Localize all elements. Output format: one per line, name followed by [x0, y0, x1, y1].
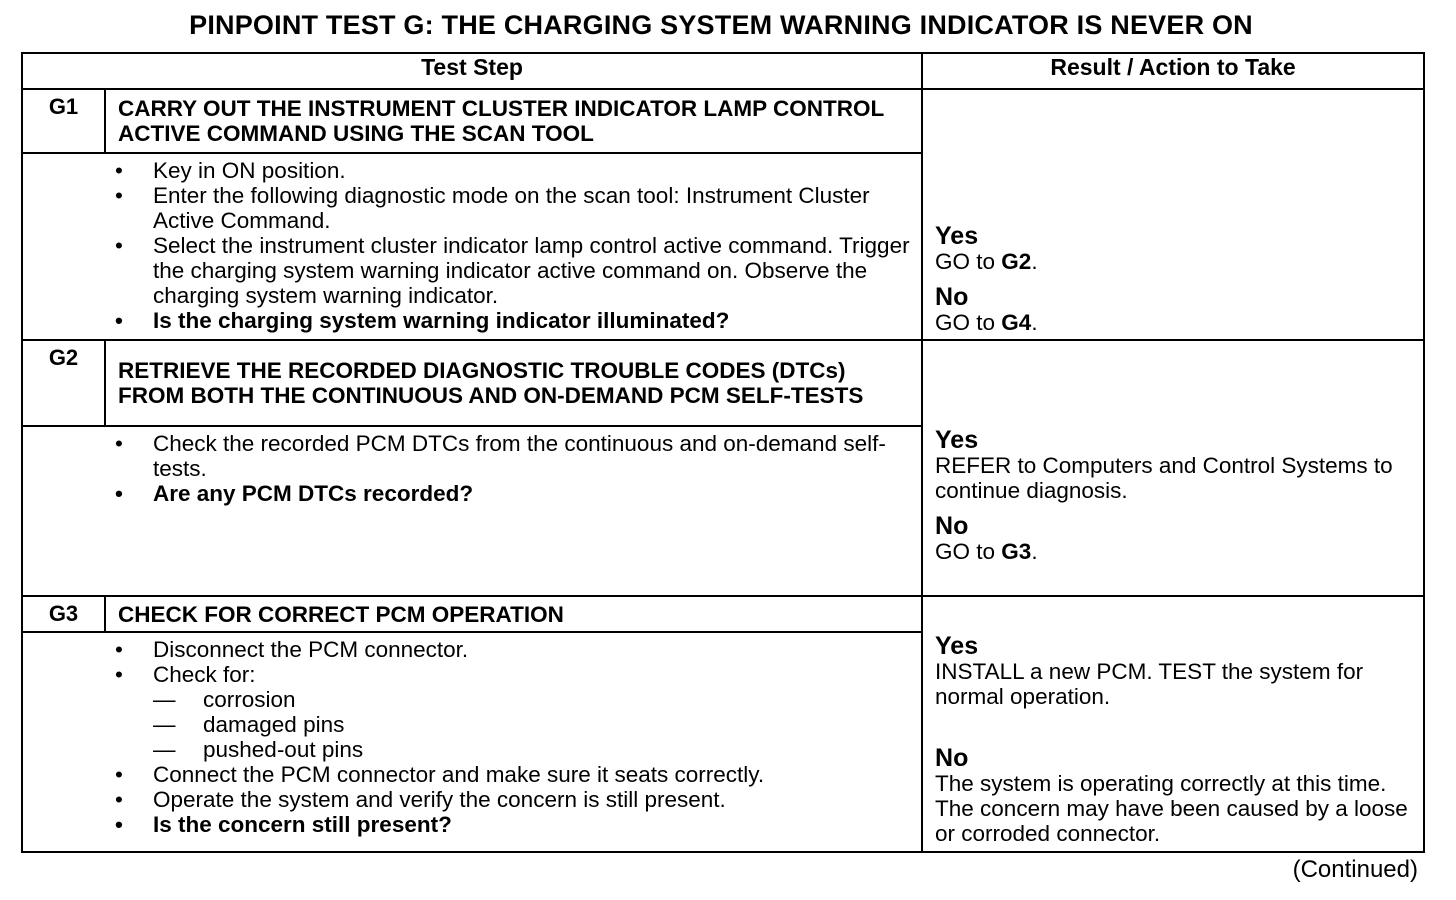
step-g1-body — [105, 153, 922, 340]
result-g2 — [922, 340, 1424, 596]
step-g2-title-row — [22, 340, 1424, 426]
yes-label-g2: Yes — [935, 426, 979, 454]
table-header-row — [22, 53, 1424, 89]
list-item: • Check the recorded PCM DTCs from the continuous and on-demand self-tests. — [115, 431, 886, 481]
list-item-question: • Is the concern still present? — [115, 812, 452, 837]
step-id-g2: G2 — [22, 340, 105, 426]
list-item: • Connect the PCM connector and make sure it seats correctly. — [115, 762, 765, 787]
list-item: • Operate the system and verify the concern is still present. — [115, 787, 726, 812]
step-g2-spacer — [22, 426, 105, 596]
list-item: • Key in ON position. — [115, 158, 346, 183]
step-title-g2: RETRIEVE THE RECORDED DIAGNOSTIC TROUBLE CODES (DTCs) FROM BOTH THE CONTINUOUS AND ON-DEMAND PCM SELF-TESTS — [105, 340, 922, 426]
yes-label-g3: Yes — [935, 632, 979, 660]
sub-list-item: — pushed-out pins — [153, 737, 364, 762]
list-item: • Enter the following diagnostic mode on the scan tool: Instrument Cluster Active Command. — [115, 183, 870, 233]
step-title-g1: CARRY OUT THE INSTRUMENT CLUSTER INDICATOR LAMP CONTROL ACTIVE COMMAND USING THE SCAN TOOL — [105, 89, 922, 153]
sub-list-item: — corrosion — [153, 687, 296, 712]
no-action-g2: GO to G3. — [935, 539, 1038, 564]
list-item-question: • Is the charging system warning indicator illuminated? — [115, 308, 730, 333]
result-g1 — [922, 89, 1424, 340]
list-item: • Disconnect the PCM connector. — [115, 637, 469, 662]
no-label-g1: No — [935, 283, 969, 311]
page-title: PINPOINT TEST G: THE CHARGING SYSTEM WARNING INDICATOR IS NEVER ON — [189, 10, 1253, 40]
step-title-g3: CHECK FOR CORRECT PCM OPERATION — [105, 596, 922, 632]
list-item: • Check for: — [115, 662, 256, 687]
continued-note: (Continued) — [1292, 856, 1418, 883]
no-label-g3: No — [935, 744, 969, 772]
no-label-g2: No — [935, 512, 969, 540]
step-g3-spacer — [22, 632, 105, 852]
pinpoint-test-table — [21, 52, 1425, 853]
list-item: • Select the instrument cluster indicator lamp control active command. Trigger the charging system warning indicator active command on. Observe the charging system warning indicator. — [115, 233, 910, 308]
no-action-g1: GO to G4. — [935, 310, 1038, 335]
step-g3-title-row — [22, 596, 1424, 632]
header-result-action: Result / Action to Take — [922, 53, 1424, 89]
yes-action-g2: REFER to Computers and Control Systems to continue diagnosis. — [935, 453, 1393, 503]
step-g1-spacer — [22, 153, 105, 340]
step-id-g3: G3 — [22, 596, 105, 632]
step-g2-body — [105, 426, 922, 596]
list-item-question: • Are any PCM DTCs recorded? — [115, 481, 474, 506]
step-id-g1: G1 — [22, 89, 105, 153]
yes-label-g1: Yes — [935, 222, 979, 250]
no-action-g3: The system is operating correctly at this time. The concern may have been caused by a loose or corroded connector. — [935, 771, 1408, 846]
yes-action-g1: GO to G2. — [935, 249, 1038, 274]
step-g3-body — [105, 632, 922, 852]
step-g1-title-row — [22, 89, 1424, 153]
sub-list-item: — damaged pins — [153, 712, 345, 737]
header-test-step: Test Step — [22, 53, 922, 89]
result-g3 — [922, 596, 1424, 852]
yes-action-g3: INSTALL a new PCM. TEST the system for normal operation. — [935, 659, 1364, 709]
